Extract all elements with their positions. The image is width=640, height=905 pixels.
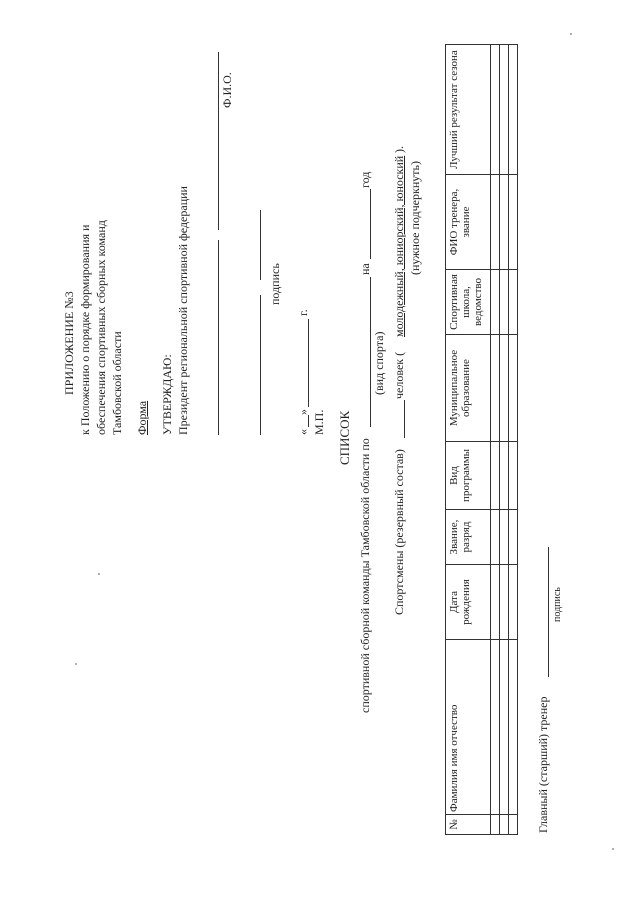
approve-fio-line — [218, 52, 219, 230]
approve-signature-caption: подпись — [268, 263, 282, 305]
appendix-line-1: к Положению о порядке формирования и — [78, 224, 92, 435]
list-line-1-text: спортивной сборной команды Тамбовской области по — [358, 438, 372, 713]
underline-caption: (нужное подчеркнуть) — [408, 161, 422, 275]
list-count-line — [404, 400, 405, 438]
list-sport-line — [370, 277, 371, 427]
list-line-1-on: на — [358, 263, 372, 275]
table-row — [491, 45, 500, 835]
col-municipality: Муниципальное образование — [446, 335, 491, 442]
table-header-row — [446, 45, 491, 835]
col-best-result: Лучший результат сезона — [446, 45, 491, 175]
approve-month-line — [308, 319, 309, 407]
sport-caption: (вид спорта) — [372, 331, 386, 395]
approve-stamp: М.П. — [312, 409, 326, 435]
approve-date-open: « — [296, 429, 310, 435]
approve-position: Президент региональной спортивной федерации — [176, 186, 190, 435]
list-line-3-people: человек ( — [392, 351, 406, 399]
list-line-3-end: ). — [392, 146, 406, 153]
approve-date-mid: » — [296, 409, 310, 415]
table-row — [500, 45, 509, 835]
approve-day-line — [308, 415, 309, 427]
col-birth-date: Дата рождения — [446, 565, 491, 640]
list-year-line — [370, 189, 371, 259]
athletes-table — [445, 44, 518, 835]
col-coach: ФИО тренера, звание — [446, 175, 491, 270]
list-title: СПИСОК — [337, 410, 352, 465]
approve-heading: УТВЕРЖДАЮ: — [160, 354, 174, 435]
coach-signature-line — [548, 547, 549, 677]
col-full-name: Фамилия имя отчество — [446, 640, 491, 815]
appendix-line-3: Тамбовской области — [110, 331, 124, 435]
form-label: Форма — [135, 400, 149, 435]
scan-speck — [75, 663, 77, 665]
approve-fio: Ф.И.О. — [220, 72, 234, 108]
scan-speck — [570, 33, 572, 35]
scan-speck — [612, 848, 614, 850]
approve-signature-line-3 — [260, 210, 261, 280]
coach-label: Главный (старший) тренер — [536, 696, 550, 833]
col-sport-school: Спортивная школа, ведомство — [446, 270, 491, 335]
approve-year-suffix: г. — [296, 309, 310, 316]
appendix-title: ПРИЛОЖЕНИЕ №3 — [62, 291, 76, 395]
col-rank: Звание, разряд — [446, 510, 491, 565]
col-number: № — [446, 815, 491, 835]
list-line-3-options: молодежный, юниорский, юноский — [392, 155, 406, 337]
scan-speck — [98, 573, 100, 575]
coach-signature-caption: подпись — [552, 587, 563, 622]
approve-signature-line — [218, 240, 219, 435]
list-line-1-year: год — [358, 171, 372, 188]
appendix-line-2: обеспечения спортивных сборных команд — [94, 220, 108, 435]
table-row — [509, 45, 518, 835]
col-program: Вид программы — [446, 442, 491, 510]
list-line-3-start: Спортсмены (резервный состав) — [392, 449, 406, 615]
approve-signature-line-2 — [260, 295, 261, 435]
